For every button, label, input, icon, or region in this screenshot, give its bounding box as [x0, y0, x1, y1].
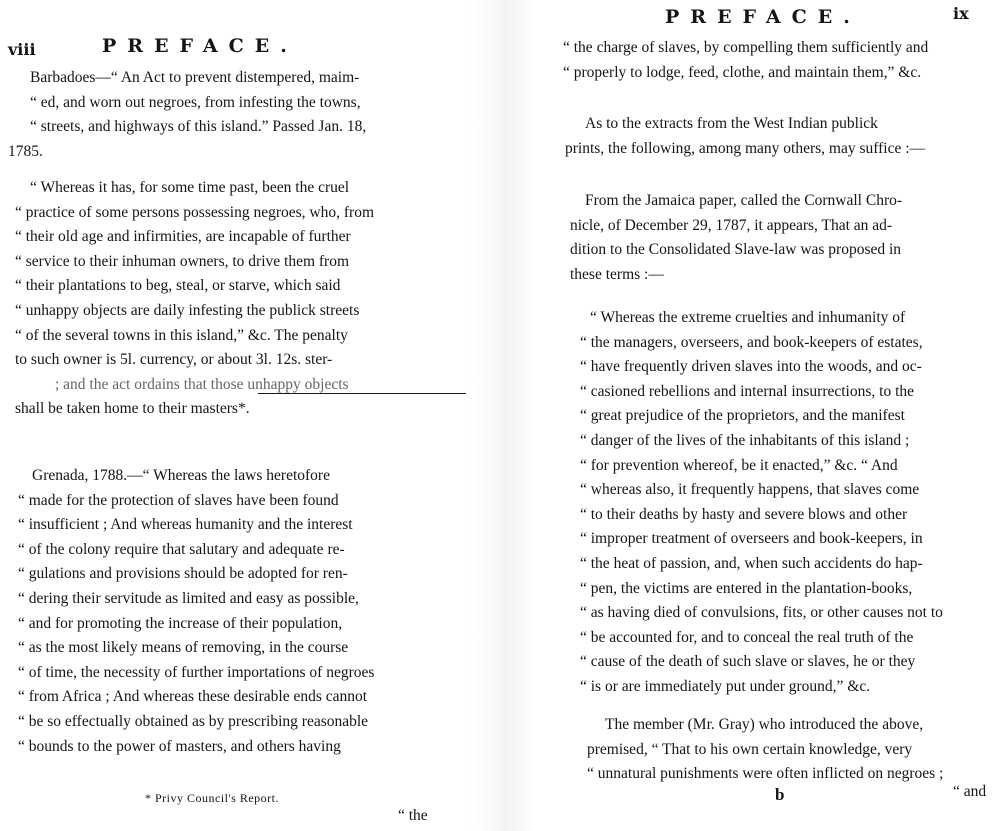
paragraph-continuation [563, 36, 993, 85]
book-gutter [470, 0, 535, 831]
text-line: “ be so effectually obtained as by prescribing reasonable [18, 712, 369, 730]
text-line: “ bounds to the power of masters, and others having [18, 737, 341, 755]
catchword: “ the [398, 807, 428, 824]
text-line: premised, “ That to his own certain knowledge, very [587, 740, 913, 758]
catchword: “ and [953, 783, 987, 800]
text-line: “ properly to lodge, feed, clothe, and maintain them,” &c. [563, 63, 922, 81]
text-line: ; and the act ordains that those unhappy objects [55, 375, 349, 393]
paragraph-jamaica [570, 189, 995, 287]
page-header: PREFACE. [102, 35, 298, 57]
text-line: “ cause of the death of such slave or slaves, he or they [580, 653, 916, 671]
left-page [0, 0, 470, 831]
text-line: “ to their deaths by hasty and severe blows and other [580, 505, 908, 523]
right-page [535, 0, 1000, 831]
text-line: “ as the most likely means of removing, in the course [18, 639, 349, 657]
text-line: “ made for the protection of slaves have been found [18, 491, 339, 509]
page-header: PREFACE. [665, 6, 861, 28]
text-line: “ of time, the necessity of further importations of negroes [18, 663, 375, 681]
paragraph-member [587, 713, 995, 787]
text-line: As to the extracts from the West Indian publick [585, 115, 878, 132]
page-number: ix [953, 4, 969, 23]
text-line: “ Whereas it has, for some time past, been the cruel [30, 179, 350, 196]
text-line: “ is or are immediately put under ground,” &c. [580, 677, 871, 695]
text-line: “ of the several towns in this island,” &c. The penalty [15, 326, 348, 344]
text-line: “ improper treatment of overseers and book-keepers, in [580, 530, 923, 548]
signature-mark: b [775, 785, 785, 804]
text-line: “ have frequently driven slaves into the woods, and oc- [580, 358, 922, 376]
text-line: “ streets, and highways of this island.” Passed Jan. 18, [30, 118, 367, 136]
text-line: “ service to their inhuman owners, to drive them from [15, 252, 350, 270]
text-line: “ of the colony require that salutary and adequate re- [18, 540, 345, 558]
text-line: “ practice of some persons possessing negroes, who, from [15, 203, 374, 221]
text-line: Barbadoes—“ An Act to prevent distempered, maim- [30, 69, 360, 86]
paragraph-extracts [565, 112, 995, 161]
text-line: “ insufficient ; And whereas humanity and the interest [18, 516, 353, 534]
text-line: “ danger of the lives of the inhabitants of this island ; [580, 431, 910, 449]
text-line: “ as having died of convulsions, fits, or other causes not to [580, 604, 943, 622]
text-line: these terms :— [570, 265, 664, 283]
paragraph-slave-law [580, 306, 995, 700]
text-line: “ be accounted for, and to conceal the real truth of the [580, 628, 914, 646]
handwritten-underline [258, 393, 466, 394]
text-line: Grenada, 1788.—“ Whereas the laws heretofore [32, 467, 330, 484]
text-line: “ Whereas the extreme cruelties and inhumanity of [590, 309, 906, 326]
text-line: From the Jamaica paper, called the Cornwall Chro- [585, 192, 903, 209]
text-line: “ the charge of slaves, by compelling them sufficiently and [563, 39, 929, 56]
footnote: * Privy Council's Report. [145, 791, 279, 805]
text-line: nicle, of December 29, 1787, it appears, That an ad- [570, 216, 893, 234]
text-line: “ unhappy objects are daily infesting the publick streets [15, 301, 360, 319]
text-line: “ gulations and provisions should be adopted for ren- [18, 565, 348, 583]
text-line: “ casioned rebellions and internal insurrections, to the [580, 382, 915, 400]
text-line: “ their plantations to beg, steal, or starve, which said [15, 277, 341, 295]
page-number: viii [8, 40, 36, 59]
text-line: “ dering their servitude as limited and easy as possible, [18, 589, 359, 607]
paragraph-grenada [18, 464, 458, 759]
text-line: dition to the Consolidated Slave-law was proposed in [570, 241, 902, 259]
text-line: to such owner is 5l. currency, or about 3l. 12s. ster- [15, 351, 333, 369]
text-line: 1785. [8, 142, 43, 160]
text-line: “ their old age and infirmities, are incapable of further [15, 228, 351, 246]
text-line: The member (Mr. Gray) who introduced the above, [605, 716, 924, 733]
paragraph-barbadoes-act [15, 176, 455, 422]
text-line: “ great prejudice of the proprietors, and the manifest [580, 407, 905, 425]
text-line: “ from Africa ; And whereas these desirable ends cannot [18, 688, 368, 706]
text-line: “ and for promoting the increase of their population, [18, 614, 343, 632]
text-line: “ pen, the victims are entered in the plantation-books, [580, 579, 913, 597]
text-line: prints, the following, among many others, may suffice :— [565, 139, 926, 157]
text-line: “ whereas also, it frequently happens, that slaves come [580, 481, 920, 499]
text-line: “ ed, and worn out negroes, from infesting the towns, [30, 93, 361, 111]
text-line: “ the managers, overseers, and book-keepers of estates, [580, 333, 923, 351]
text-line: “ the heat of passion, and, when such accidents do hap- [580, 554, 923, 572]
text-line: shall be taken home to their masters*. [15, 400, 250, 418]
text-line: “ for prevention whereof, be it enacted,” &c. “ And [580, 456, 898, 474]
text-line: “ unnatural punishments were often inflicted on negroes ; [587, 765, 944, 783]
paragraph-barbadoes [8, 66, 450, 164]
